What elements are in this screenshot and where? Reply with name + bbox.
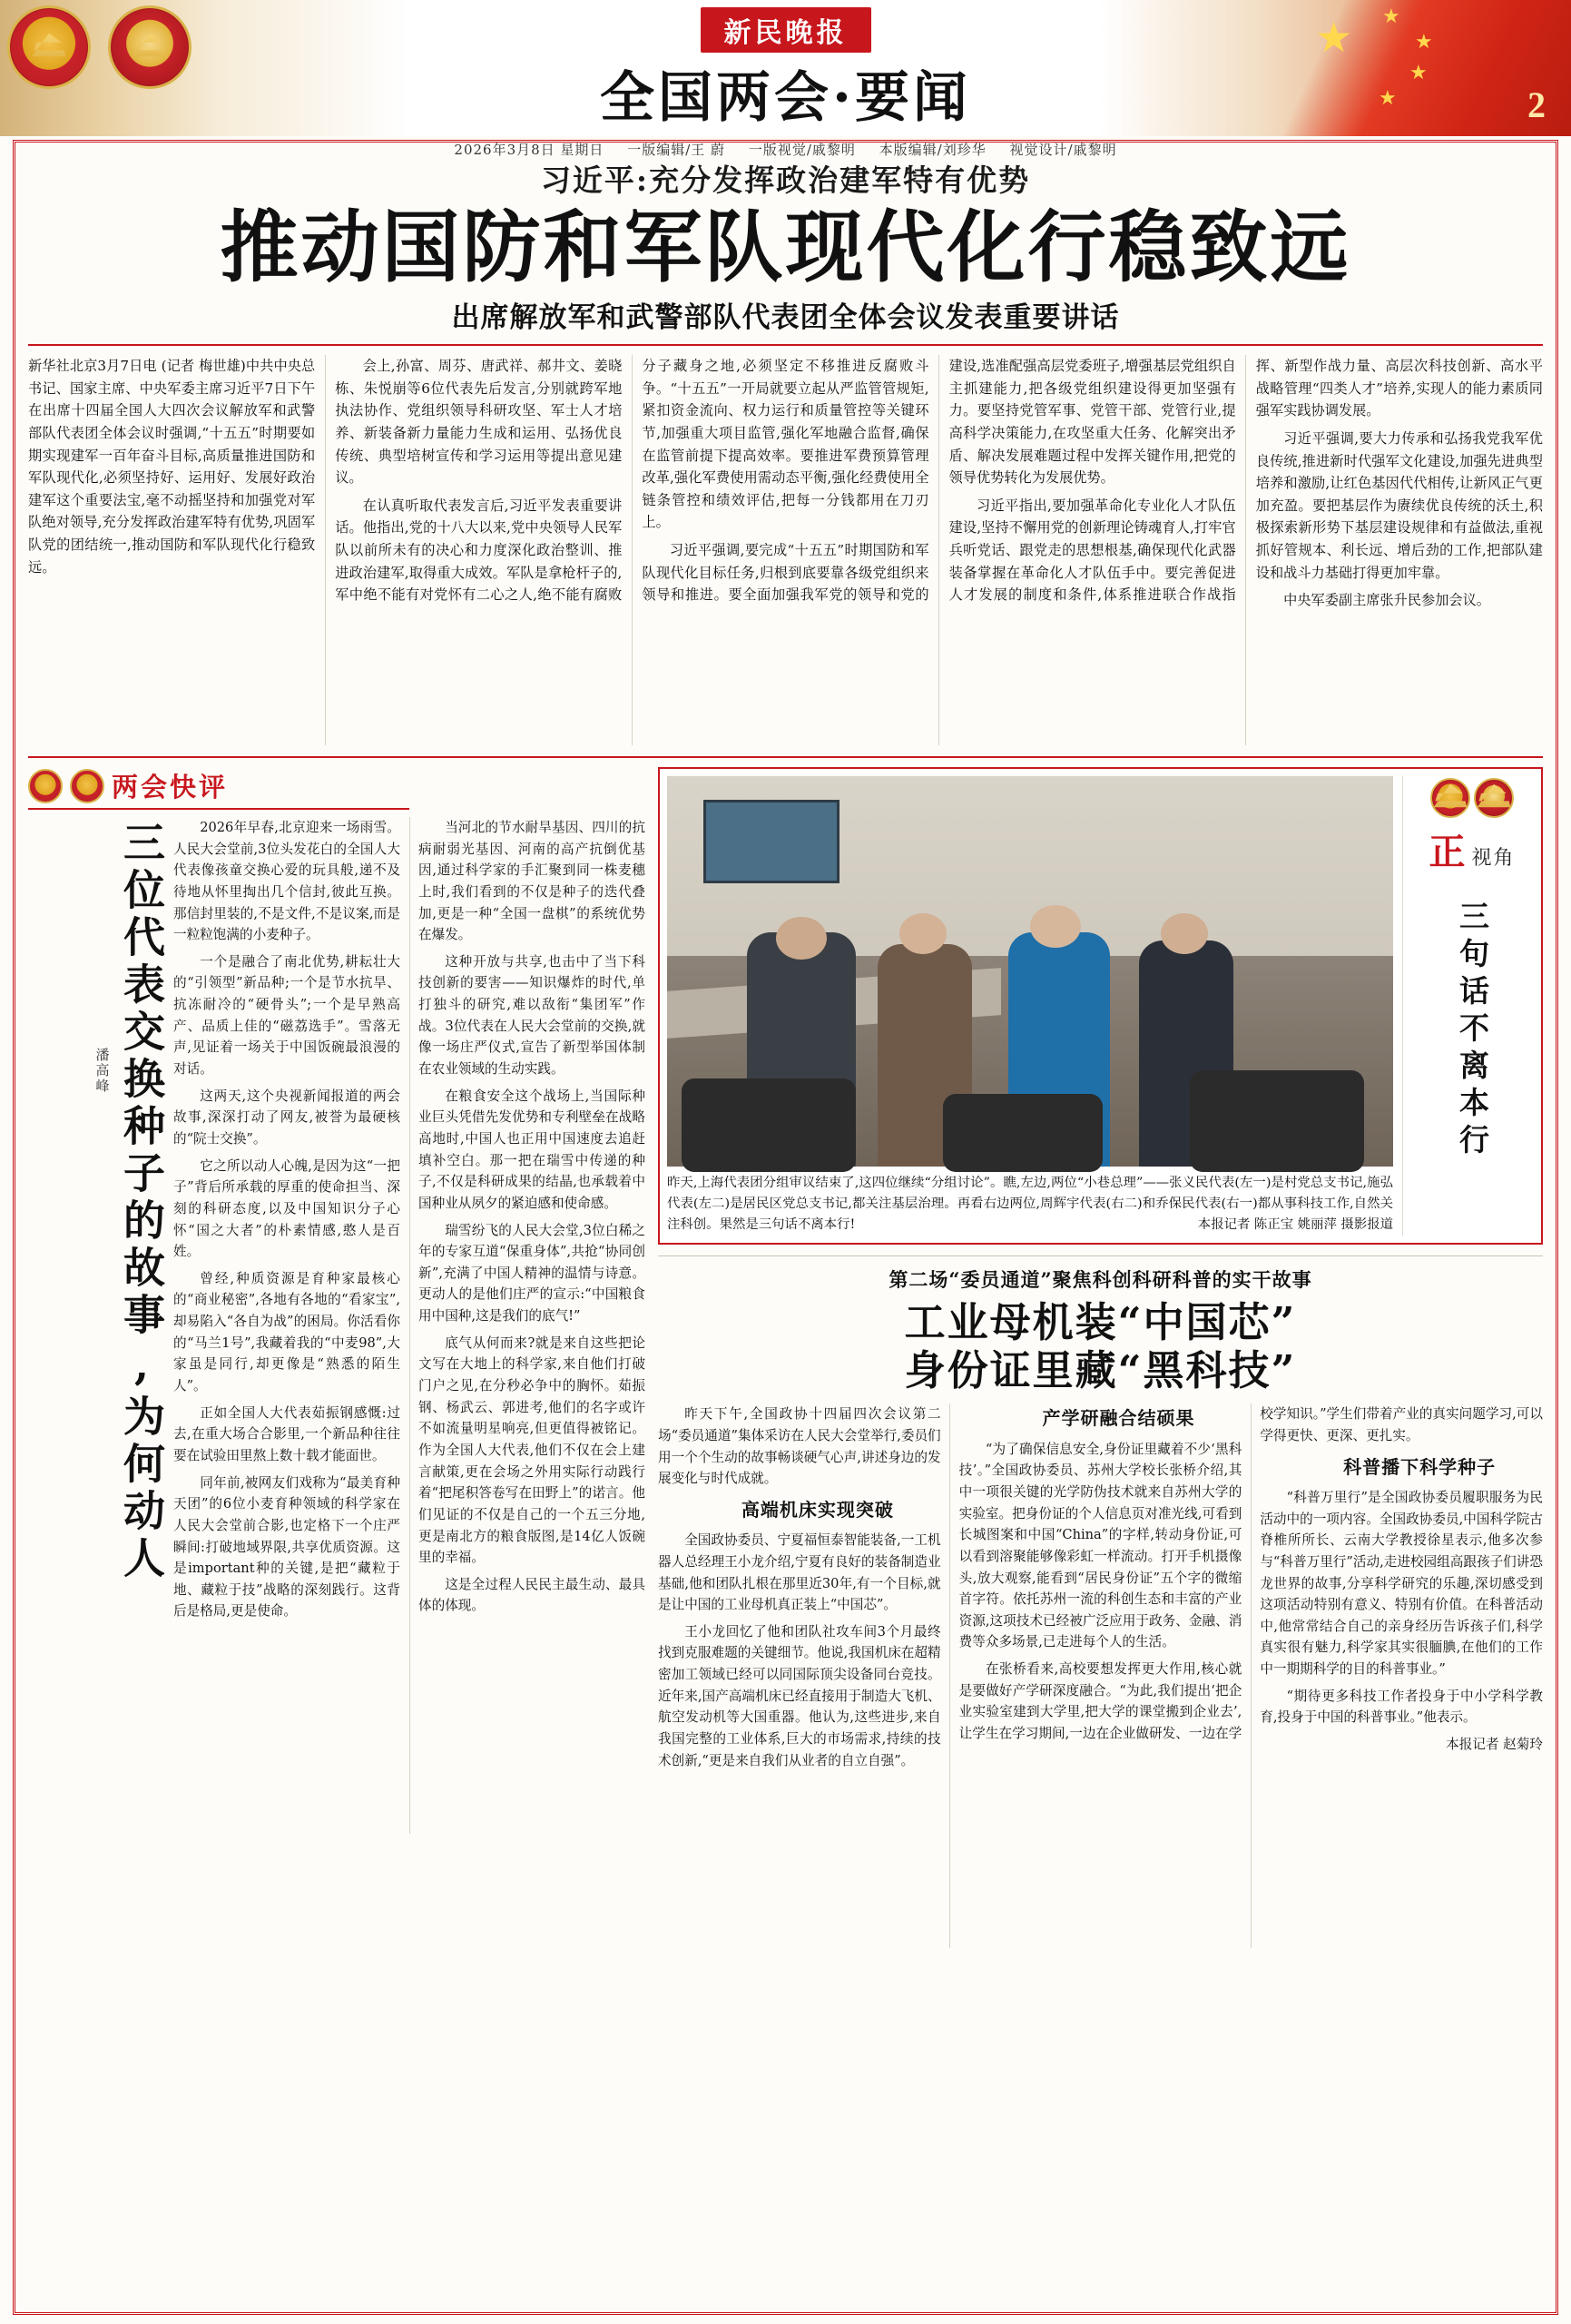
photo-side-vertical-title: 三句话不离本行: [1454, 900, 1490, 1161]
brand-shijiao: 视角: [1471, 847, 1516, 870]
star-icon: ★: [1379, 87, 1397, 110]
section-title-row: [0, 54, 1571, 133]
second-story-paragraph: 全国政协委员、宁夏福恒泰智能装备,一工机器人总经理王小龙介绍,宁夏有良好的装备制造业基础,他和团队扎根在那里近30年,有一个目标,就是让中国的工业母机真正装上“中国芯”。: [658, 1532, 941, 1613]
page-number: 2: [1527, 84, 1546, 125]
commentary-paragraph: 这种开放与共享,也击中了当下科技创新的要害——知识爆炸的时代,单打独斗的研究,难以敌衔“集团军”作战。3位代表在人民大会堂前的交换,就像一场庄严仪式,宣告了新型举国体制在农业领域的生动实践。: [418, 953, 645, 1078]
commentary-paragraph: 这是全过程人民民主最生动、最具体的体现。: [418, 1576, 645, 1614]
lead-story-header: [28, 152, 1543, 335]
credit-0: 一版编辑/王 蔚: [627, 142, 726, 158]
section-title: 全国两会: [600, 66, 833, 130]
lead-paragraph: 新华社北京3月7日电 (记者 梅世雄)中共中央总书记、国家主席、中央军委主席习近平7日下午在出席十四届全国人大四次会议解放军和武警部队代表团全体会议时强调,“十五五”时期要如期实现建军一百年奋斗目标,高质量推进国防和军队现代化,必须坚持好、运用好、发展好政治建军这个重要法宝,毫不动摇坚持和加强党对军队绝对领导,充分发挥政治建军特有优势,巩固军队党的团结统一,推动国防和军队现代化行稳致远。: [28, 358, 316, 576]
star-icon: ★: [1415, 31, 1433, 54]
second-story-subhead: 产学研融合结硕果: [1042, 1407, 1195, 1430]
second-story-paragraph: 昨天下午,全国政协十四届四次会议第二场“委员通道”集体采访在人民大会堂举行,委员们用一个个生动的故事畅谈硬气心声,讲述身边的发展变化与时代成就。: [658, 1406, 941, 1487]
right-column: [658, 767, 1543, 1948]
divider: [28, 344, 1543, 346]
photo-chair: [1190, 1070, 1364, 1172]
brand-zheng: 正: [1429, 831, 1468, 873]
commentary-paragraph: 当河北的节水耐旱基因、四川的抗病耐弱光基因、河南的高产抗倒优基因,通过科学家的手汇聚到同一株麦穗上时,我们看到的不仅是种子的迭代叠加,更是一种“全国一盘棋”的系统优势在爆发。: [418, 820, 645, 943]
photo-image: [667, 776, 1393, 1167]
cppcc-emblem-icon: [1474, 778, 1514, 818]
photo-feature: [658, 767, 1543, 1245]
second-story-body: [658, 1403, 1543, 1948]
second-story-byline: 本报记者 赵菊玲: [1446, 1737, 1543, 1753]
middle-section: [28, 756, 1543, 1948]
commentary-paragraph: 曾经,种质资源是育种家最核心的“商业秘密”,各地有各地的“看家宝”,却易陷入“各自为战”的困局。你活看你的“马兰1号”,我藏着我的“中麦98”,大家虽是同行,却更像是“熟悉的陌生人”。: [173, 1270, 400, 1394]
publication-date: 2026年3月8日 星期日: [454, 142, 604, 158]
photo-caption-text: 昨天,上海代表团分组审议结束了,这四位继续“分组讨论”。瞧,左边,两位“小巷总理”——张义民代表(左一)是村党总支书记,施弘代表(左二)是居民区党总支书记,都关注基层治理。再看右边两位,周辉宇代表(右二)和乔保民代表(右一)都从事科技工作,自然关注科创。果然是三句话不离本行!: [667, 1176, 1393, 1233]
second-story-title-line1: 工业母机装“中国芯”: [904, 1298, 1297, 1347]
photo-person-2-head: [899, 913, 947, 954]
commentary-badge: [28, 767, 409, 810]
lead-subhead: 出席解放军和武警部队代表团全体会议发表重要讲话: [451, 301, 1120, 334]
commentary-text: [173, 817, 645, 1834]
lead-headline: 推动国防和军队现代化行稳致远: [220, 202, 1351, 293]
credit-3: 视觉设计/戚黎明: [1009, 142, 1117, 158]
commentary-paragraph: 这两天,这个央视新闻报道的两会故事,深深打动了网友,被誉为最硬核的“院士交换”。: [173, 1088, 400, 1147]
commentary-paragraph: 2026年早春,北京迎来一场雨雪。人民大会堂前,3位头发花白的全国人大代表像孩童交换心爱的玩具般,递不及待地从怀里掏出几个信封,彼此互换。那信封里装的,不是文件,不是议案,而是一粒粒饱满的小麦种子。: [173, 820, 400, 943]
photo-screen: [703, 800, 840, 883]
lead-paragraph: 会上,孙富、周芬、唐武祥、郝井文、姜晓栋、朱悦崩等6位代表先后发言,分别就跨军地执法协作、党组织领导科研攻坚、军士人才培养、新装备新力量能力生成和运用、弘扬优良传统、典型培树宣传和学习运用等提出意见建议。: [335, 358, 623, 487]
photo-credit: 本报记者 陈正宝 姚丽萍 摄影报道: [1197, 1217, 1393, 1233]
brand-title-row: [1410, 818, 1534, 875]
masthead-center: [0, 7, 1571, 159]
star-icon: ★: [1382, 5, 1400, 28]
star-icon: ★: [1315, 13, 1353, 62]
commentary-title: 三位代表交换种子的故事,为何动人: [117, 821, 166, 1583]
second-story-title: [658, 1298, 1543, 1394]
photo-person-1-head: [776, 917, 827, 960]
second-story-subhead: 科普播下科学种子: [1343, 1455, 1497, 1478]
commentary-paragraph: 在粮食安全这个战场上,当国际种业巨头凭借先发优势和专利壁垒在战略高地时,中国人也正用中国速度去追赶填补空白。那一把在瑞雪中传递的种子,不仅是科研成果的结晶,也承载着中国种业从夙夕的紧迫感和使命感。: [418, 1088, 645, 1211]
second-story-paragraph: “为了确保信息安全,身份证里藏着不少‘黑科技’。”全国政协委员、苏州大学校长张桥介绍,其中一项很关键的光学防伪技术就来自苏州大学的实验室。把身份证的个人信息页对准光线,可看到长城图案和中国“China”的字样,转动身份证,可以看到溶聚能够像彩虹一样流动。打开手机摄像头,放大观察,能看到“居民身份证”五个字的微缩首字符。依托苏州一流的科创生态和丰富的产业资源,这项技术已经被广泛应用于政务、金融、消费等众多场景,已走进每个人的生活。: [958, 1441, 1242, 1650]
section-sub: 要闻: [854, 66, 971, 130]
lead-paragraph: 习近平指出,要加强革命化专业化人才队伍建设,坚持不懈用党的创新理论铸魂育人,打牢官兵听党话、跟党走的思想根基,确保现代化武器装备掌握在革命化人才队伍手中。要完善促进人才发展的制度和条件,体系推进联合作战指挥、新型作战力量、高层次科技创新、高水平战略管理“四类人才”培养,实现人的能力素质同强军实践协调发展。: [948, 358, 1543, 604]
credit-2: 本版编辑/刘珍华: [879, 142, 987, 158]
second-story-paragraph: “期待更多科技工作者投身于中小学科学教育,投身于中国的科普事业。”他表示。: [1260, 1688, 1543, 1726]
commentary-paragraph: 瑞雪纷飞的人民大会堂,3位白稀之年的专家互道“保重身体”,共抢“协同创新”,充满了中国人精神的温情与诗意。更动人的是他们庄严的宣示:“中国粮食用中国种,这是我们的底气!”: [418, 1222, 645, 1324]
lead-paragraph: 在认真听取代表发言后,习近平发表重要讲话。他指出,党的十八大以来,党中央领导人民军队以前所未有的决心和力度深化政治整训、推进政治建军,取得重大成效。军队是拿枪杆子的,军中绝不能有对党怀有二心之人,绝不能有腐败分子藏身之地,必须坚定不移推进反腐败斗争。“十五五”一开局就要立起从严监管管规矩,紧扣资金流向、权力运行和质量管控等关键环节,加强重大项目监管,强化军地融合监督,确保在监管前提下提高效率。要推进军费预算管理改革,强化军费使用需动态平衡,强化经费使用全链条管控和绩效评估,把每一分钱都用在刀刃上。: [335, 358, 929, 604]
second-story-title-line2: 身份证里藏“黑科技”: [904, 1346, 1297, 1395]
commentary-paragraph: 它之所以动人心魄,是因为这“一把子”背后所承载的厚重的使命担当、深刻的科研态度,以及中国知识分子心怀“国之大者”的朴素情感,憨人是百姓。: [173, 1157, 400, 1260]
commentary-paragraph: 同年前,被网友们戏称为“最美育种天团”的6位小麦育种领域的科学家在人民大会堂前合影,也定格下一个庄严瞬间:打破地域界限,共享优质资源。这是important种的关键,是把“藏粒于地、藏粒于技”战略的深刻践行。这背后是格局,更是使命。: [173, 1474, 400, 1620]
photo-person-4-head: [1161, 913, 1208, 954]
second-story-kicker: 第二场“委员通道”聚焦科创科研科普的实干故事: [889, 1268, 1312, 1292]
second-story-subhead: 高端机床实现突破: [741, 1498, 894, 1521]
commentary-paragraph: 一个是融合了南北优势,耕耘壮大的“引领型”新品种;一个是节水抗旱、抗冻耐冷的“硬骨头”;一个是早熟高产、品质上佳的“磁荔选手”。雪落无声,见证着一场关于中国饭碗最浪漫的对话。: [173, 953, 400, 1078]
national-emblem-icon: [1430, 778, 1470, 818]
photo-caption: [667, 1173, 1393, 1236]
lead-paragraph: 中央军委副主席张升民参加会议。: [1283, 592, 1490, 609]
national-emblem-icon: [28, 769, 63, 803]
masthead: [0, 0, 1571, 158]
commentary-column: [28, 767, 645, 1948]
second-story-paragraph: “科普万里行”是全国政协委员履职服务为民活动中的一项内容。全国政协委员,中国科学院古脊椎所所长、云南大学教授徐星表示,他多次参与“科普万里行”活动,走进校园组高跟孩子们讲恐龙世界的故事,分享科学研究的乐趣,深切感受到这项活动特别有意义、特别有价值。在科普活动中,他常常结合自己的亲身经历告诉孩子们,科学真实很有魅力,科学家其实很腼腆,在他们的工作中一期期科学的目的科普事业。”: [1260, 1490, 1543, 1678]
page-frame: [13, 140, 1558, 2315]
photo-chair: [682, 1078, 856, 1172]
commentary-paragraph: 正如全国人大代表茹振钢感慨:过去,在重大场合合影里,一个新品种往往要在试验田里熬上数十载才能面世。: [173, 1404, 400, 1463]
commentary-author: 潘高峰: [93, 1048, 111, 1094]
commentary-body-wrap: [28, 817, 645, 1834]
commentary-paragraph: 底气从何而来?就是来自这些把论文写在大地上的科学家,来自他们打破门户之见,在分秒必争中的胸怀。茹振钢、杨武云、郭进考,他们的名字或许不如流量明星响亮,但更值得被铭记。作为全国人大代表,他们不仅在会上建言献策,更在会场之外用实际行动践行着“把尾积答卷写在田野上”的诺言。他们见证的不仅是自己的一个五三分地,更是南北方的粮食版图,是14亿人饭碗里的幸福。: [418, 1334, 645, 1566]
photo-side-brand: [1402, 776, 1534, 1236]
lead-story-body: [28, 355, 1543, 745]
second-story-paragraph: 王小龙回忆了他和团队社攻车间3个月最终找到克服难题的关键细节。他说,我国机床在超精密加工领域已经可以同国际顶尖设备同台竞技。近年来,国产高端机床已经直接用于制造大飞机、航空发动机等大国重器。他认为,这些进步,来自我国完整的工业体系,巨大的市场需求,持续的技术创新,“更是来自我们从业者的自立自强”。: [658, 1623, 941, 1768]
second-story-paragraph: 在张桥看来,高校要想发挥更大作用,核心就是要做好产学研深度融合。“为此,我们提出‘把企业实验室建到大学里,把大学的课堂搬到企业去’,让学生在学习期间,一边在企业做研发、一边在学校学知识。”学生们带着产业的真实问题学习,可以学得更快、更深、更扎实。: [958, 1406, 1543, 1742]
lead-paragraph: 习近平强调,要完成“十五五”时期国防和军队现代化目标任务,归根到底要靠各级党组织来领导和推进。要全面加强我军党的领导和党的建设,选准配强高层党委班子,增强基层党组织自主抓建能力,把各级党组织建设得更加坚强有力。要坚持党管军事、党管干部、党管行业,提高科学决策能力,在攻坚重大任务、化解突出矛盾、解决发展难题过程中发挥关键作用,把党的领导优势转化为发展优势。: [642, 358, 1236, 604]
brand-emblems: [1410, 778, 1534, 818]
commentary-vertical-title-wrap: [28, 817, 164, 1834]
photo-person-3-head: [1030, 905, 1081, 948]
star-icon: ★: [1409, 62, 1428, 84]
section-dot: ·: [832, 66, 855, 130]
credit-1: 一版视觉/戚黎明: [748, 142, 856, 158]
photo-main: [667, 776, 1393, 1236]
photo-chair: [943, 1094, 1103, 1172]
commentary-badge-label: 两会快评: [112, 772, 229, 803]
lead-paragraph: 习近平强调,要大力传承和弘扬我党我军优良传统,推进新时代强军文化建设,加强先进典型培养和激励,让红色基因代代相传,让新风正气更加充盈。要把基层作为赓续优良传统的沃土,积极探索新形势下基层建设规律和有益做法,重视抓好管规本、利长远、增后劲的工作,把部队建设和战斗力基础打得更加牢靠。: [1255, 429, 1543, 581]
cppcc-emblem-icon: [70, 769, 104, 803]
second-story: [658, 1256, 1543, 1948]
paper-name: 新民晚报: [701, 7, 871, 53]
lead-kicker: 习近平:充分发挥政治建军特有优势: [540, 162, 1031, 198]
